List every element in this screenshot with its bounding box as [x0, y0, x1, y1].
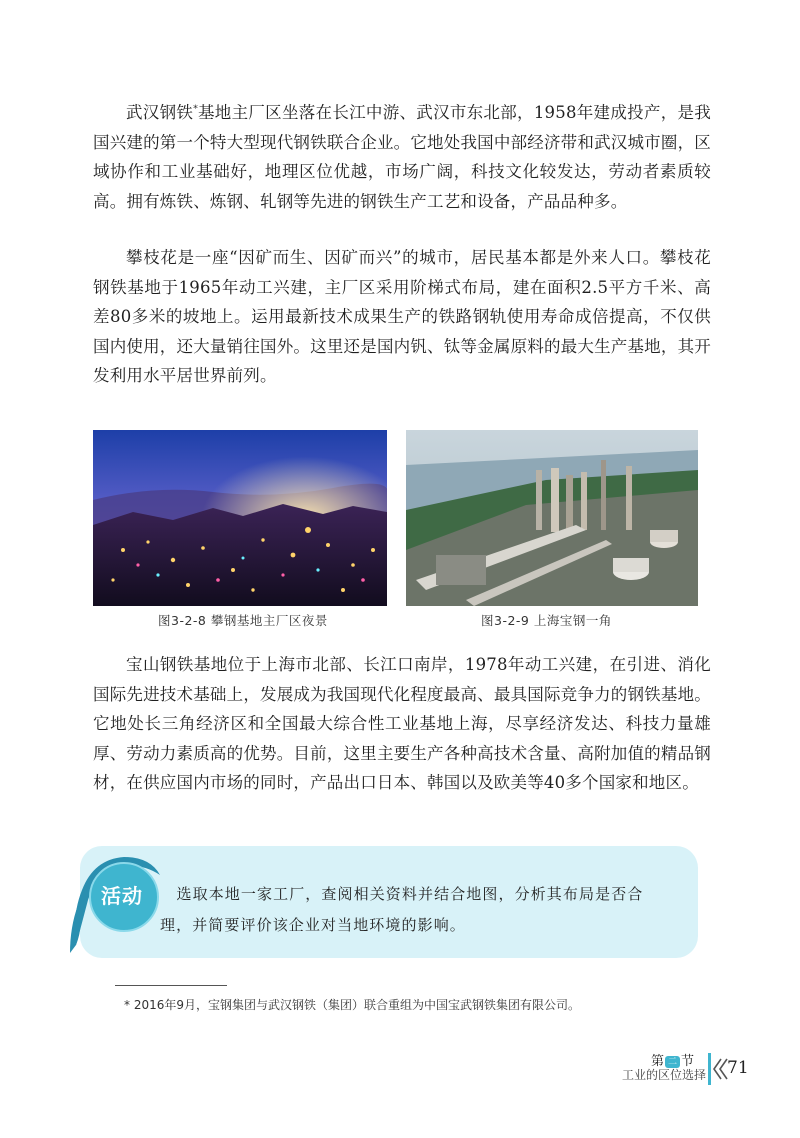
section-number-badge: 二 [665, 1056, 680, 1068]
footnote: * 2016年9月，宝钢集团与武汉钢铁（集团）联合重组为中国宝武钢铁集团有限公司。 [124, 998, 580, 1012]
photo-panzhihua-night [93, 430, 387, 606]
caption-figure-3-2-9: 图3-2-9 上海宝钢一角 [481, 613, 612, 628]
page-number: 71 [727, 1058, 749, 1078]
wuhan-lead: 武汉钢铁 [126, 103, 194, 122]
paragraph-panzhihua: 攀枝花是一座“因矿而生、因矿而兴”的城市，居民基本都是外来人口。攀枝花钢铁基地于1965年动工兴建，主厂区采用阶梯式布局，建在面积2.5平方千米、高差80多米的坡地上。运用最新技术成果生产的铁路钢轨使用寿命成倍提高，不仅供国内使用，还大量销往国外。这里还是国内钒、钛等金属原料的最大生产基地，其开发利用水平居世界前列。 [93, 248, 711, 385]
activity-label: 活动 [101, 884, 143, 908]
footnote-divider [115, 985, 227, 986]
caption-figure-3-2-8: 图3-2-8 攀钢基地主厂区夜景 [158, 613, 328, 628]
section-suffix: 节 [681, 1054, 695, 1069]
wuhan-text: 基地主厂区坐落在长江中游、武汉市东北部，1958年建成投产，是我国兴建的第一个特大型现代钢铁联合企业。它地处我国中部经济带和武汉城市圈，区域协作和工业基础好，地理区位优越，市场广阔，科技文化较发达，劳动者素质较高。拥有炼铁、炼钢、轧钢等先进的钢铁生产工艺和设备，产品品种多。 [93, 103, 711, 211]
activity-text: 选取本地一家工厂，查阅相关资料并结合地图，分析其布局是否合理，并简要评价该企业对当地环境的影响。 [160, 885, 644, 934]
section-prefix: 第 [651, 1054, 665, 1069]
paragraph-wuhan [93, 98, 711, 216]
footnote-marker: * [193, 104, 198, 115]
paragraph-baoshan: 宝山钢铁基地位于上海市北部、长江口南岸，1978年动工兴建，在引进、消化国际先进技术基础上，发展成为我国现代化程度最高、最具国际竞争力的钢铁基地。它地处长三角经济区和全国最大综合性工业基地上海，尽享经济发达、科技力量雄厚、劳动力素质高的优势。目前，这里主要生产各种高技术含量、高附加值的精品钢材，在供应国内市场的同时，产品出口日本、韩国以及欧美等40多个国家和地区。 [93, 655, 711, 792]
section-title: 工业的区位选择 [622, 1068, 707, 1082]
photo-baosteel [406, 430, 698, 606]
